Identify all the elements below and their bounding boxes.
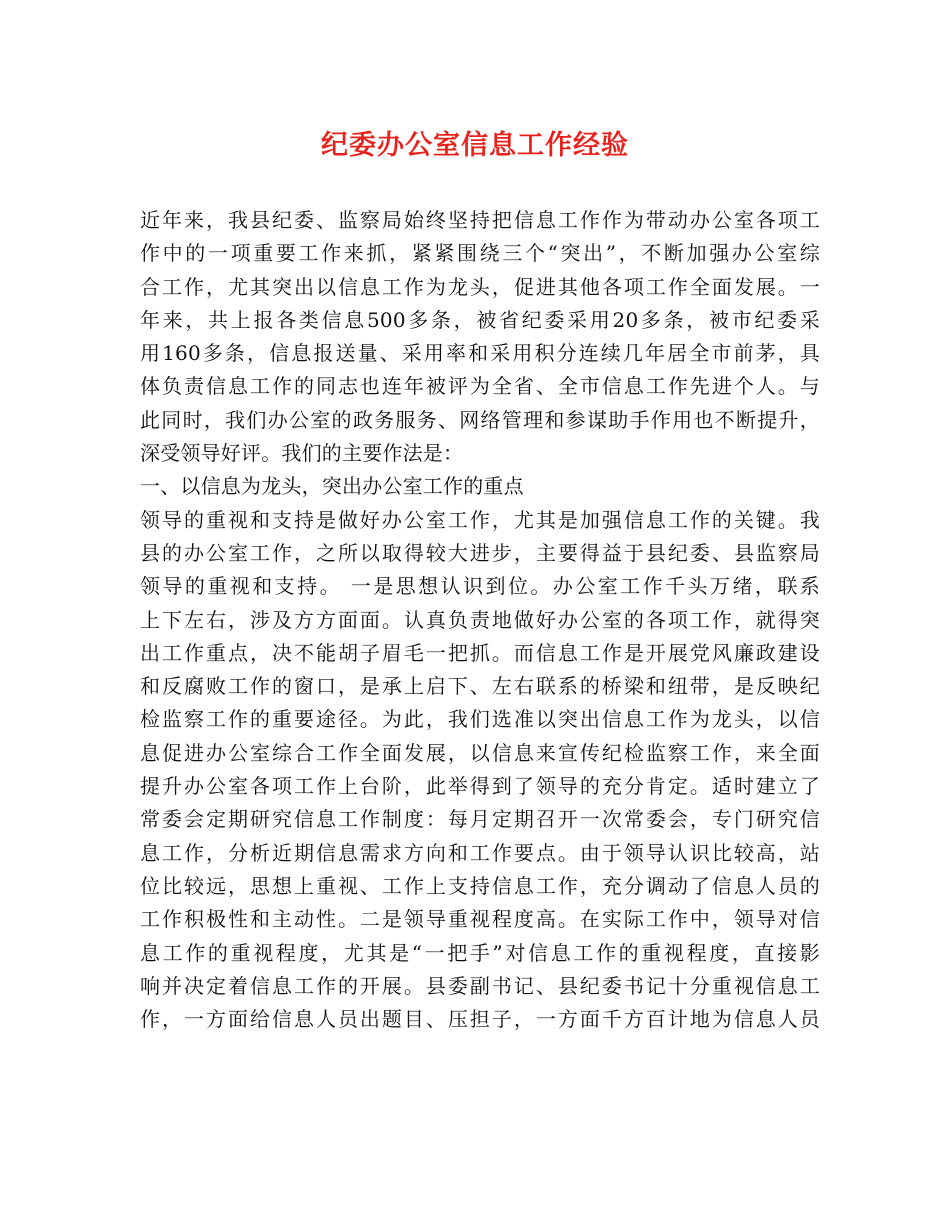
body-line: 领导的重视和支持是做好办公室工作，尤其是加强信息工作的关键。我 bbox=[140, 507, 820, 532]
body-line: 近年来，我县纪委、监察局始终坚持把信息工作作为带动办公室各项工 bbox=[140, 208, 820, 232]
body-line: 出工作重点，决不能胡子眉毛一把抓。而信息工作是开展党风廉政建设 bbox=[140, 640, 820, 665]
body-line: 息工作的重视程度，尤其是“一把手”对信息工作的重视程度，直接影 bbox=[140, 940, 820, 965]
body-line: 领导的重视和支持。 一是思想认识到位。办公室工作千头万绪，联系 bbox=[140, 574, 820, 599]
body-line: 和反腐败工作的窗口，是承上启下、左右联系的桥梁和纽带，是反映纪 bbox=[140, 674, 820, 699]
body-line: 年来，共上报各类信息500多条，被省纪委采用20多条，被市纪委采 bbox=[140, 307, 820, 332]
document-title: 纪委办公室信息工作经验 bbox=[321, 130, 629, 161]
body-line: 作，一方面给信息人员出题目、压担子，一方面千方百计地为信息人员 bbox=[140, 1007, 820, 1032]
body-line: 位比较远，思想上重视、工作上支持信息工作，充分调动了信息人员的 bbox=[140, 873, 820, 898]
body-line: 用160多条，信息报送量、采用率和采用积分连续几年居全市前茅，具 bbox=[140, 341, 820, 366]
body-line: 体负责信息工作的同志也连年被评为全省、全市信息工作先进个人。与 bbox=[140, 374, 820, 399]
body-line: 县的办公室工作，之所以取得较大进步，主要得益于县纪委、县监察局 bbox=[140, 540, 820, 565]
body-line: 响并决定着信息工作的开展。县委副书记、县纪委书记十分重视信息工 bbox=[140, 973, 820, 998]
document-body bbox=[140, 204, 820, 1036]
body-line: 检监察工作的重要途径。为此，我们选准以突出信息工作为龙头，以信 bbox=[140, 707, 820, 732]
body-line: 上下左右，涉及方方面面。认真负责地做好办公室的各项工作，就得突 bbox=[140, 607, 820, 632]
body-line: 合工作，尤其突出以信息工作为龙头，促进其他各项工作全面发展。一 bbox=[140, 274, 820, 299]
body-line: 此同时，我们办公室的政务服务、网络管理和参谋助手作用也不断提升， bbox=[140, 407, 820, 432]
body-line: 息促进办公室综合工作全面发展，以信息来宣传纪检监察工作，来全面 bbox=[140, 740, 820, 765]
body-line: 工作积极性和主动性。二是领导重视程度高。在实际工作中，领导对信 bbox=[140, 907, 820, 932]
body-line: 提升办公室各项工作上台阶，此举得到了领导的充分肯定。适时建立了 bbox=[140, 774, 820, 799]
body-line: 常委会定期研究信息工作制度：每月定期召开一次常委会，专门研究信 bbox=[140, 807, 820, 832]
body-line: 深受领导好评。我们的主要作法是： bbox=[140, 441, 464, 466]
body-line: 作中的一项重要工作来抓，紧紧围绕三个“突出”，不断加强办公室综 bbox=[140, 241, 820, 266]
section-heading: 一、以信息为龙头，突出办公室工作的重点 bbox=[140, 474, 524, 499]
body-line: 息工作，分析近期信息需求方向和工作要点。由于领导认识比较高，站 bbox=[140, 840, 820, 865]
